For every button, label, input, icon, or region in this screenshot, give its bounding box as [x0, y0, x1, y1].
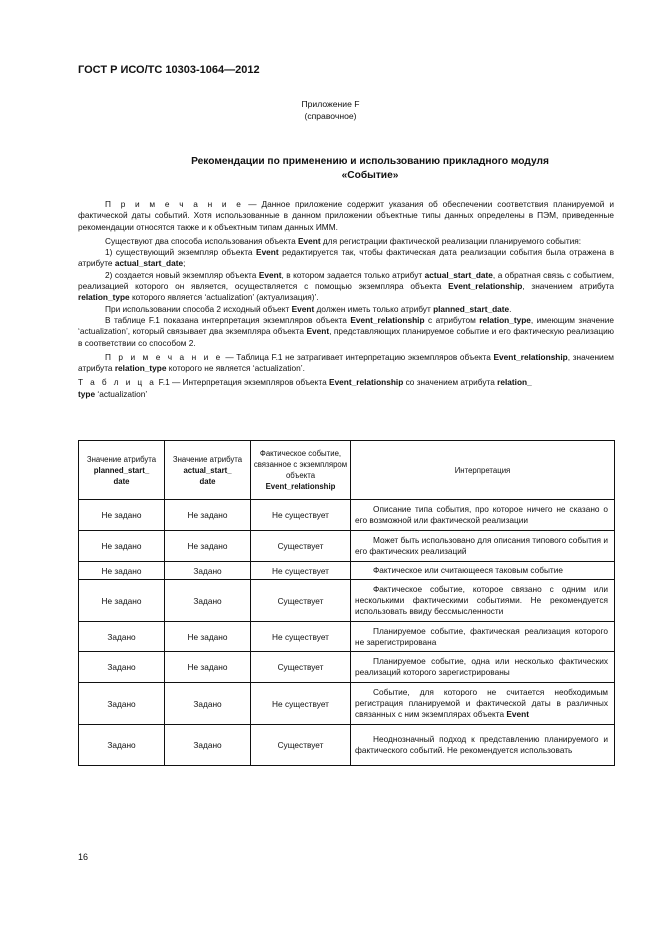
cell-event: Существует [251, 652, 351, 683]
interpretation-table [78, 440, 615, 766]
paragraph-1: Существуют два способа использования объекта Event для регистрации фактической реализации планируемого события: [105, 235, 582, 246]
cell-planned: Не задано [79, 500, 165, 531]
annex-type: (справочное) [304, 111, 357, 121]
cell-interpretation: Фактическое или считающееся таковым событие [351, 562, 615, 580]
cell-event: Не существует [251, 562, 351, 580]
cell-event: Существует [251, 725, 351, 766]
cell-actual: Не задано [165, 652, 251, 683]
col-header-planned: Значение атрибута planned_start_ date [79, 441, 165, 500]
annex-heading [0, 98, 661, 122]
cell-interpretation: Фактическое событие, которое связано с одним или несколькими фактическими событиями. Не рекомендуется использовать ввиду бессмысленности [351, 580, 615, 622]
note-1: П р и м е ч а н и е — Данное приложение содержит указания об обеспечении соответствия планируемой и фактической даты событий. Хотя использованные в данном приложении объектные типы данных определены в ПЭМ, приведенные рекомендации относятся также и к объектным типам данных ИММ. [78, 199, 614, 232]
cell-actual: Задано [165, 683, 251, 725]
col-header-interpretation: Интерпретация [351, 441, 615, 500]
table-row [79, 500, 615, 531]
cell-actual: Задано [165, 725, 251, 766]
cell-event: Не существует [251, 683, 351, 725]
title-line-1: Рекомендации по применению и использованию прикладного модуля [191, 156, 549, 167]
paragraph-2: При использовании способа 2 исходный объект Event должен иметь только атрибут planned_start_date. [105, 303, 512, 314]
cell-actual: Не задано [165, 531, 251, 562]
cell-interpretation: Описание типа события, про которое ничего не сказано о его возможной или фактической реализации [351, 500, 615, 531]
cell-event: Существует [251, 580, 351, 622]
table-caption: Т а б л и ц а F.1 — Интерпретация экземпляров объекта Event_relationship со значением атрибута relation_ type ‘actualization’ [78, 377, 532, 399]
cell-interpretation: Может быть использовано для описания типового события и его фактических реализаций [351, 531, 615, 562]
cell-event: Не существует [251, 500, 351, 531]
table-row [79, 531, 615, 562]
col-header-event: Фактическое событие, связанное с экземпляром объекта Event_relationship [251, 441, 351, 500]
cell-actual: Не задано [165, 500, 251, 531]
cell-actual: Задано [165, 580, 251, 622]
annex-title [120, 155, 620, 183]
cell-planned: Не задано [79, 531, 165, 562]
cell-interpretation: Событие, для которого не считается необходимым регистрация планируемой и фактической даты в различных связанных с ним экземплярах объекта Event [351, 683, 615, 725]
cell-interpretation: Планируемое событие, одна или несколько фактических реализаций которого зарегистрированы [351, 652, 615, 683]
cell-planned: Задано [79, 652, 165, 683]
cell-event: Не существует [251, 622, 351, 652]
table-row [79, 725, 615, 766]
list-item-2: 2) создается новый экземпляр объекта Event, в котором задается только атрибут actual_start_date, а обратная связь с событием, реализацией которого он является, осуществляется с помощью экземпляра объекта Event_relationship, значением атрибута relation_type которого является ‘actualization’ (актуализация)’. [78, 269, 614, 303]
table-header-row [79, 441, 615, 500]
table-row [79, 622, 615, 652]
cell-planned: Задано [79, 683, 165, 725]
body-text [78, 199, 614, 403]
table-row [79, 683, 615, 725]
cell-interpretation: Неоднозначный подход к представлению планируемого и фактического событий. Не рекомендуется использовать [351, 725, 615, 766]
cell-event: Существует [251, 531, 351, 562]
note-2: П р и м е ч а н и е — Таблица F.1 не затрагивает интерпретацию экземпляров объекта Event_relationship, значением атрибута relation_type которого не является ‘actualization’. [78, 351, 614, 374]
table-row [79, 562, 615, 580]
table-row [79, 580, 615, 622]
paragraph-3: В таблице F.1 показана интерпретация экземпляров объекта Event_relationship с атрибутом relation_type, имеющим значение ‘actualization’, который связывает два экземпляра объекта Event, представляющих планируемое событие и его фактическую реализацию в соответствии со способом 2. [78, 314, 615, 348]
col-header-actual: Значение атрибута actual_start_ date [165, 441, 251, 500]
cell-actual: Не задано [165, 622, 251, 652]
cell-actual: Задано [165, 562, 251, 580]
title-line-2: «Событие» [341, 170, 399, 181]
document-header: ГОСТ Р ИСО/ТС 10303-1064—2012 [78, 64, 260, 76]
list-item-1: 1) существующий экземпляр объекта Event редактируется так, чтобы фактическая дата реализации события была отражена в атрибуте actual_start_date; [78, 247, 615, 269]
cell-planned: Задано [79, 725, 165, 766]
cell-planned: Не задано [79, 562, 165, 580]
table-row [79, 652, 615, 683]
annex-label: Приложение F [301, 99, 360, 109]
cell-planned: Не задано [79, 580, 165, 622]
cell-planned: Задано [79, 622, 165, 652]
cell-interpretation: Планируемое событие, фактическая реализация которого не зарегистрирована [351, 622, 615, 652]
page-number: 16 [78, 852, 89, 862]
